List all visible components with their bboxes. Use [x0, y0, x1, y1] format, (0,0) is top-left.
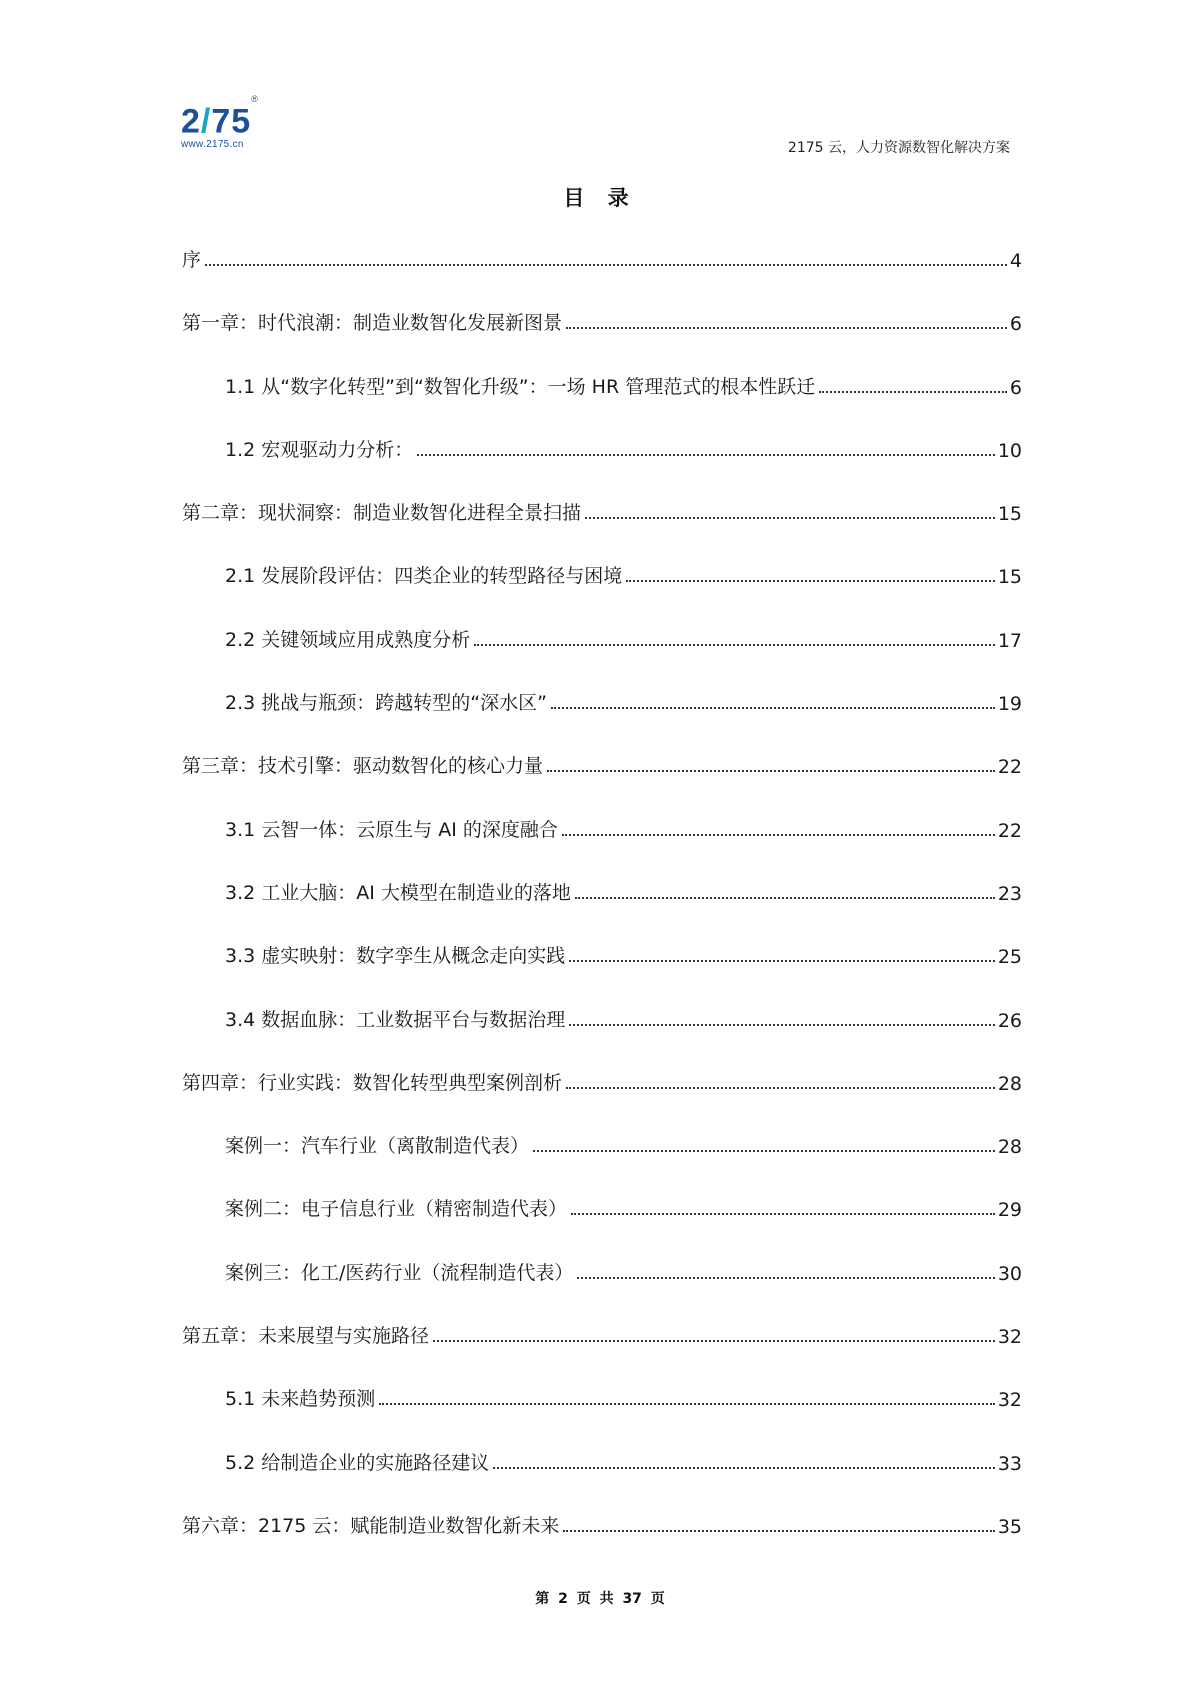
toc-entry-label: 案例二：电子信息行业（精密制造代表） — [225, 1198, 568, 1221]
toc-leader-dots — [569, 959, 995, 962]
toc-entry[interactable] — [182, 652, 1022, 715]
toc-leader-dots — [547, 769, 995, 772]
toc-entry-label: 第一章：时代浪潮：制造业数智化发展新图景 — [182, 312, 563, 335]
toc-entry-label: 序 — [182, 249, 202, 271]
toc-entry-label: 第四章：行业实践：数智化转型典型案例剖析 — [182, 1071, 563, 1094]
toc-entry[interactable] — [182, 1221, 1022, 1284]
toc-entry-label: 案例三：化工/医药行业（流程制造代表） — [225, 1261, 574, 1284]
toc-entry-page-number: 6 — [1009, 376, 1022, 399]
toc-entry-page-number: 29 — [997, 1199, 1022, 1222]
toc-entry-page-number: 32 — [997, 1389, 1022, 1412]
toc-entry[interactable] — [182, 778, 1022, 841]
toc-entry-page-number: 28 — [997, 1136, 1022, 1159]
toc-entry[interactable] — [182, 1158, 1022, 1221]
toc-leader-dots — [563, 1529, 994, 1532]
toc-leader-dots — [626, 579, 995, 582]
toc-leader-dots — [493, 1466, 995, 1469]
table-of-contents — [182, 240, 1022, 1538]
document-header-title: 2175 云，人力资源数智化解决方案 — [787, 140, 1010, 156]
toc-entry[interactable] — [182, 399, 1022, 462]
toc-leader-dots — [551, 706, 995, 709]
toc-entry[interactable] — [182, 335, 1022, 398]
toc-entry-label: 案例一：汽车行业（离散制造代表） — [225, 1135, 530, 1158]
toc-entry[interactable] — [182, 1411, 1022, 1474]
toc-entry-label: 3.1 云智一体：云原生与 AI 的深度融合 — [225, 818, 558, 841]
toc-leader-dots — [417, 453, 995, 456]
toc-entry[interactable] — [182, 715, 1022, 778]
toc-entry[interactable] — [182, 1095, 1022, 1158]
toc-entry-page-number: 32 — [997, 1326, 1022, 1349]
toc-entry[interactable] — [182, 1285, 1022, 1348]
logo-mark: 2/75® — [181, 94, 259, 141]
toc-entry-page-number: 28 — [997, 1072, 1022, 1095]
toc-entry[interactable] — [182, 968, 1022, 1031]
toc-entry[interactable] — [182, 1032, 1022, 1095]
toc-title: 目 录 — [563, 186, 637, 210]
toc-entry-page-number: 22 — [997, 819, 1022, 842]
company-logo — [181, 94, 281, 151]
toc-leader-dots — [819, 390, 1007, 393]
toc-entry-page-number: 25 — [997, 946, 1022, 969]
toc-entry[interactable] — [182, 842, 1022, 905]
toc-entry-page-number: 10 — [997, 439, 1022, 462]
toc-entry-page-number: 4 — [1009, 250, 1022, 272]
toc-entry-label: 2.3 挑战与瓶颈：跨越转型的“深水区” — [225, 692, 547, 715]
toc-entry-page-number: 6 — [1009, 313, 1022, 336]
toc-entry-page-number: 33 — [997, 1452, 1022, 1475]
toc-leader-dots — [562, 833, 995, 836]
toc-entry-label: 第三章：技术引擎：驱动数智化的核心力量 — [182, 755, 544, 778]
toc-leader-dots — [577, 1276, 994, 1279]
toc-entry-label: 3.4 数据血脉：工业数据平台与数据治理 — [225, 1008, 566, 1031]
toc-leader-dots — [566, 1086, 995, 1089]
toc-entry-label: 3.3 虚实映射：数字孪生从概念走向实践 — [225, 945, 566, 968]
toc-leader-dots — [566, 326, 1007, 329]
toc-entry[interactable] — [182, 905, 1022, 968]
toc-entry-page-number: 17 — [997, 629, 1022, 652]
toc-entry[interactable] — [182, 588, 1022, 651]
toc-leader-dots — [575, 896, 995, 899]
toc-leader-dots — [571, 1212, 995, 1215]
toc-entry-page-number: 15 — [997, 566, 1022, 589]
toc-entry-label: 2.2 关键领域应用成熟度分析 — [225, 628, 471, 651]
toc-entry-label: 第五章：未来展望与实施路径 — [182, 1325, 430, 1348]
toc-entry-label: 第六章：2175 云：赋能制造业数智化新未来 — [182, 1514, 560, 1537]
toc-leader-dots — [569, 1023, 995, 1026]
toc-entry[interactable] — [182, 272, 1022, 335]
toc-leader-dots — [533, 1149, 995, 1152]
toc-entry-label: 2.1 发展阶段评估：四类企业的转型路径与困境 — [225, 565, 623, 588]
toc-leader-dots — [474, 643, 995, 646]
toc-leader-dots — [433, 1339, 995, 1342]
toc-leader-dots — [379, 1402, 995, 1405]
toc-entry-label: 5.1 未来趋势预测 — [225, 1388, 376, 1411]
toc-entry-page-number: 26 — [997, 1009, 1022, 1032]
toc-entry-page-number: 19 — [997, 693, 1022, 716]
toc-leader-dots — [585, 516, 995, 519]
toc-entry[interactable] — [182, 525, 1022, 588]
toc-entry-label: 第二章：现状洞察：制造业数智化进程全景扫描 — [182, 502, 582, 525]
toc-leader-dots — [205, 263, 1007, 266]
toc-entry-label: 1.2 宏观驱动力分析： — [225, 438, 414, 461]
toc-entry[interactable] — [182, 240, 1022, 272]
page-footer: 第 2 页 共 37 页 — [535, 1591, 665, 1607]
toc-entry-page-number: 22 — [997, 756, 1022, 779]
toc-entry-label: 1.1 从“数字化转型”到“数智化升级”：一场 HR 管理范式的根本性跃迁 — [225, 375, 816, 398]
toc-entry-page-number: 15 — [997, 503, 1022, 526]
logo-url: www.2175.cn — [181, 139, 244, 151]
toc-entry-page-number: 30 — [997, 1262, 1022, 1285]
toc-entry[interactable] — [182, 1475, 1022, 1538]
toc-entry[interactable] — [182, 1348, 1022, 1411]
toc-entry-page-number: 23 — [997, 882, 1022, 905]
toc-entry-label: 5.2 给制造企业的实施路径建议 — [225, 1451, 490, 1474]
toc-entry-label: 3.2 工业大脑：AI 大模型在制造业的落地 — [225, 881, 571, 904]
toc-entry-page-number: 35 — [997, 1515, 1022, 1538]
toc-entry[interactable] — [182, 462, 1022, 525]
